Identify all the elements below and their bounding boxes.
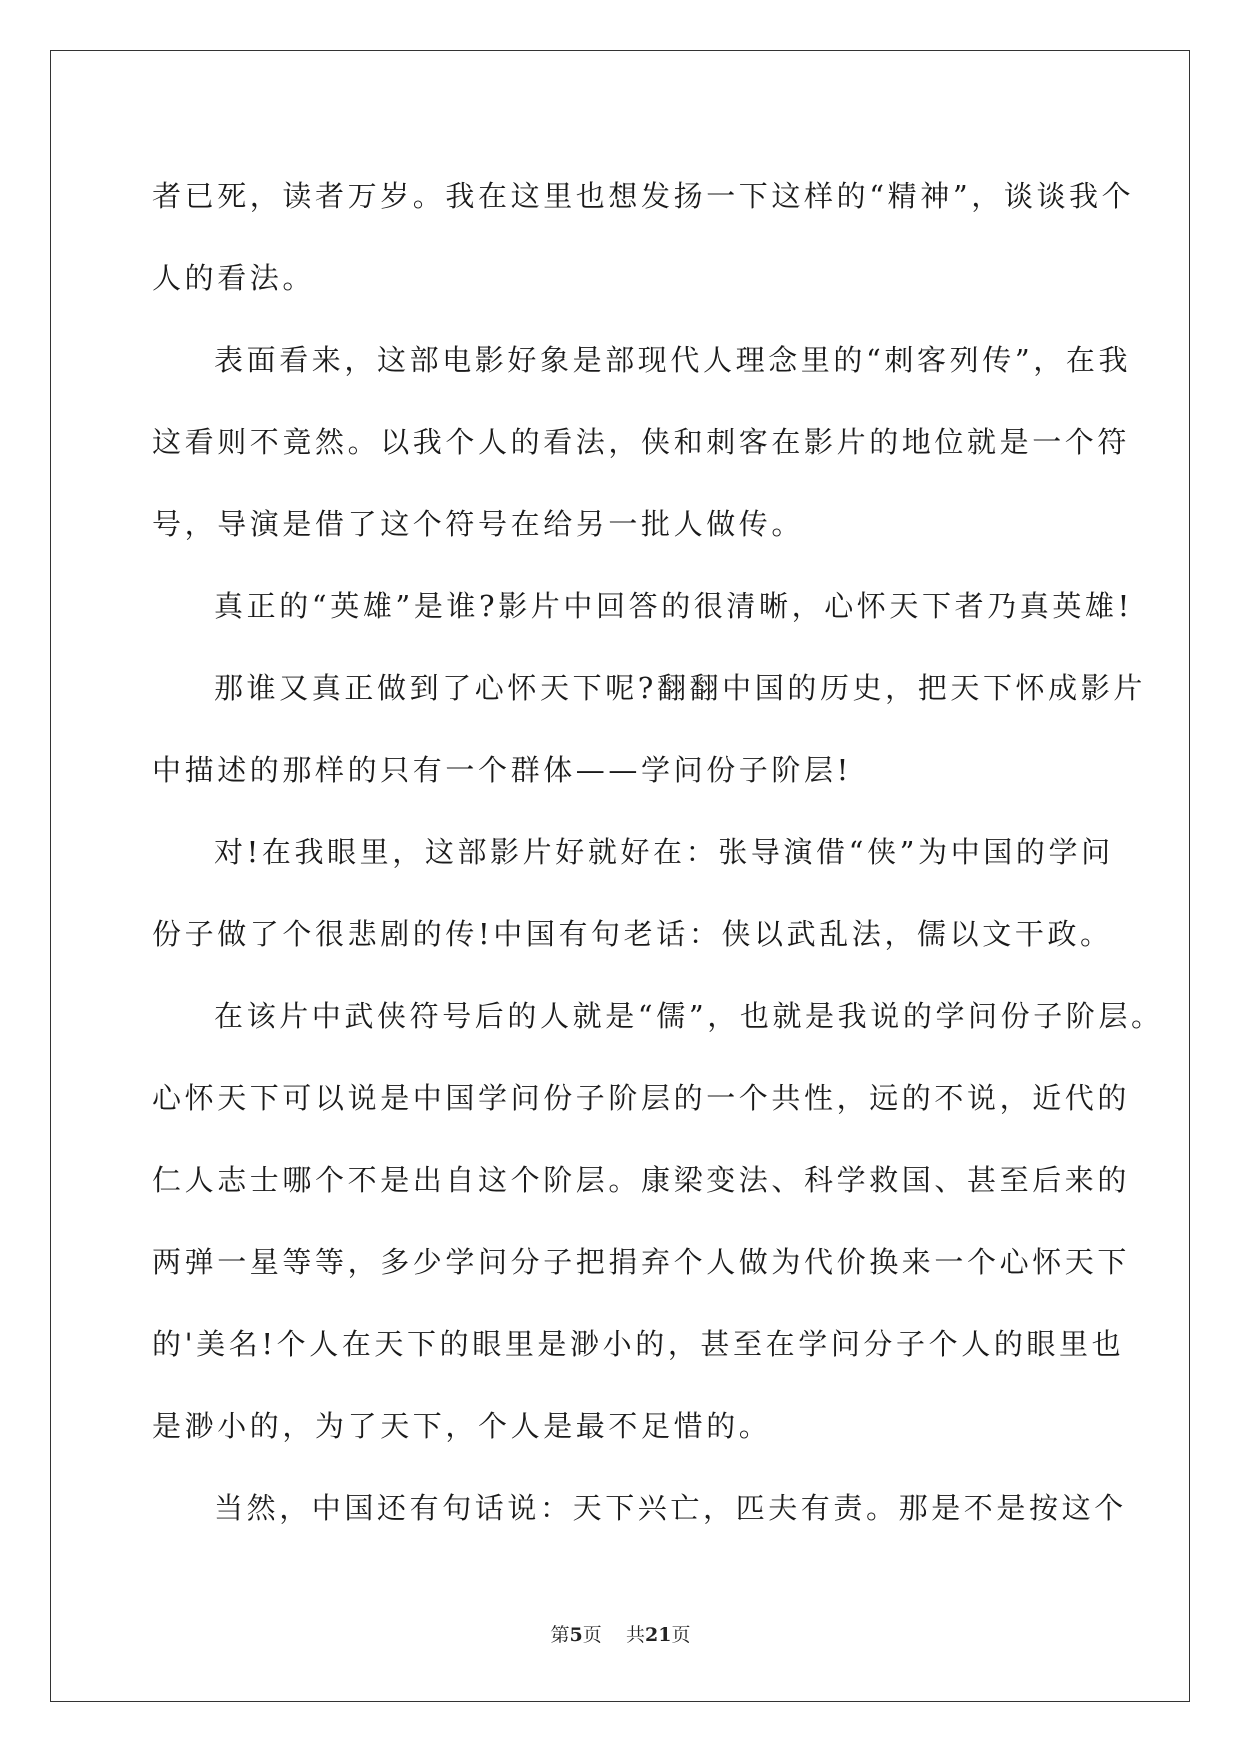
text-line: 当然，中国还有句话说：天下兴亡，匹夫有责。那是不是按这个	[214, 1491, 1127, 1525]
footer-total-suffix: 页	[671, 1624, 691, 1646]
document-body	[152, 155, 1164, 1549]
footer-page-suffix: 页	[582, 1624, 602, 1646]
text-line: 人的看法。	[152, 261, 316, 295]
text-line: 两弹一星等等，多少学问分子把捐弃个人做为代价换来一个心怀天下	[152, 1245, 1131, 1279]
text-line: 号，导演是借了这个符号在给另一批人做传。	[152, 507, 805, 541]
text-line: 是渺小的，为了天下，个人是最不足惜的。	[152, 1409, 772, 1443]
text-line: 那谁又真正做到了心怀天下呢?翻翻中国的历史，把天下怀成影片	[214, 671, 1146, 705]
text-line: 真正的“英雄”是谁?影片中回答的很清晰，心怀天下者乃真英雄!	[214, 589, 1133, 623]
text-line: 者已死，读者万岁。我在这里也想发扬一下这样的“精神”，谈谈我个	[152, 179, 1135, 213]
text-line: 在该片中武侠符号后的人就是“儒”，也就是我说的学问份子阶层。	[214, 999, 1164, 1033]
text-line: 份子做了个很悲剧的传!中国有句老话：侠以武乱法，儒以文干政。	[152, 917, 1113, 951]
text-line: 中描述的那样的只有一个群体——学问份子阶层!	[152, 753, 852, 787]
footer-total-prefix: 共	[625, 1624, 645, 1646]
text-line: 对!在我眼里，这部影片好就好在：张导演借“侠”为中国的学问	[214, 835, 1114, 869]
text-line: 表面看来，这部电影好象是部现代人理念里的“刺客列传”，在我	[214, 343, 1132, 377]
footer-prefix: 第	[550, 1624, 570, 1646]
text-line: 这看则不竟然。以我个人的看法，侠和刺客在影片的地位就是一个符	[152, 425, 1131, 459]
text-line: 仁人志士哪个不是出自这个阶层。康梁变法、科学救国、甚至后来的	[152, 1163, 1131, 1197]
page-footer	[0, 1620, 1241, 1647]
current-page-number: 5	[569, 1624, 583, 1646]
text-line: 心怀天下可以说是中国学问份子阶层的一个共性，远的不说，近代的	[152, 1081, 1131, 1115]
text-line: 的'美名!个人在天下的眼里是渺小的，甚至在学问分子个人的眼里也	[152, 1327, 1125, 1361]
total-pages-number: 21	[644, 1624, 672, 1646]
